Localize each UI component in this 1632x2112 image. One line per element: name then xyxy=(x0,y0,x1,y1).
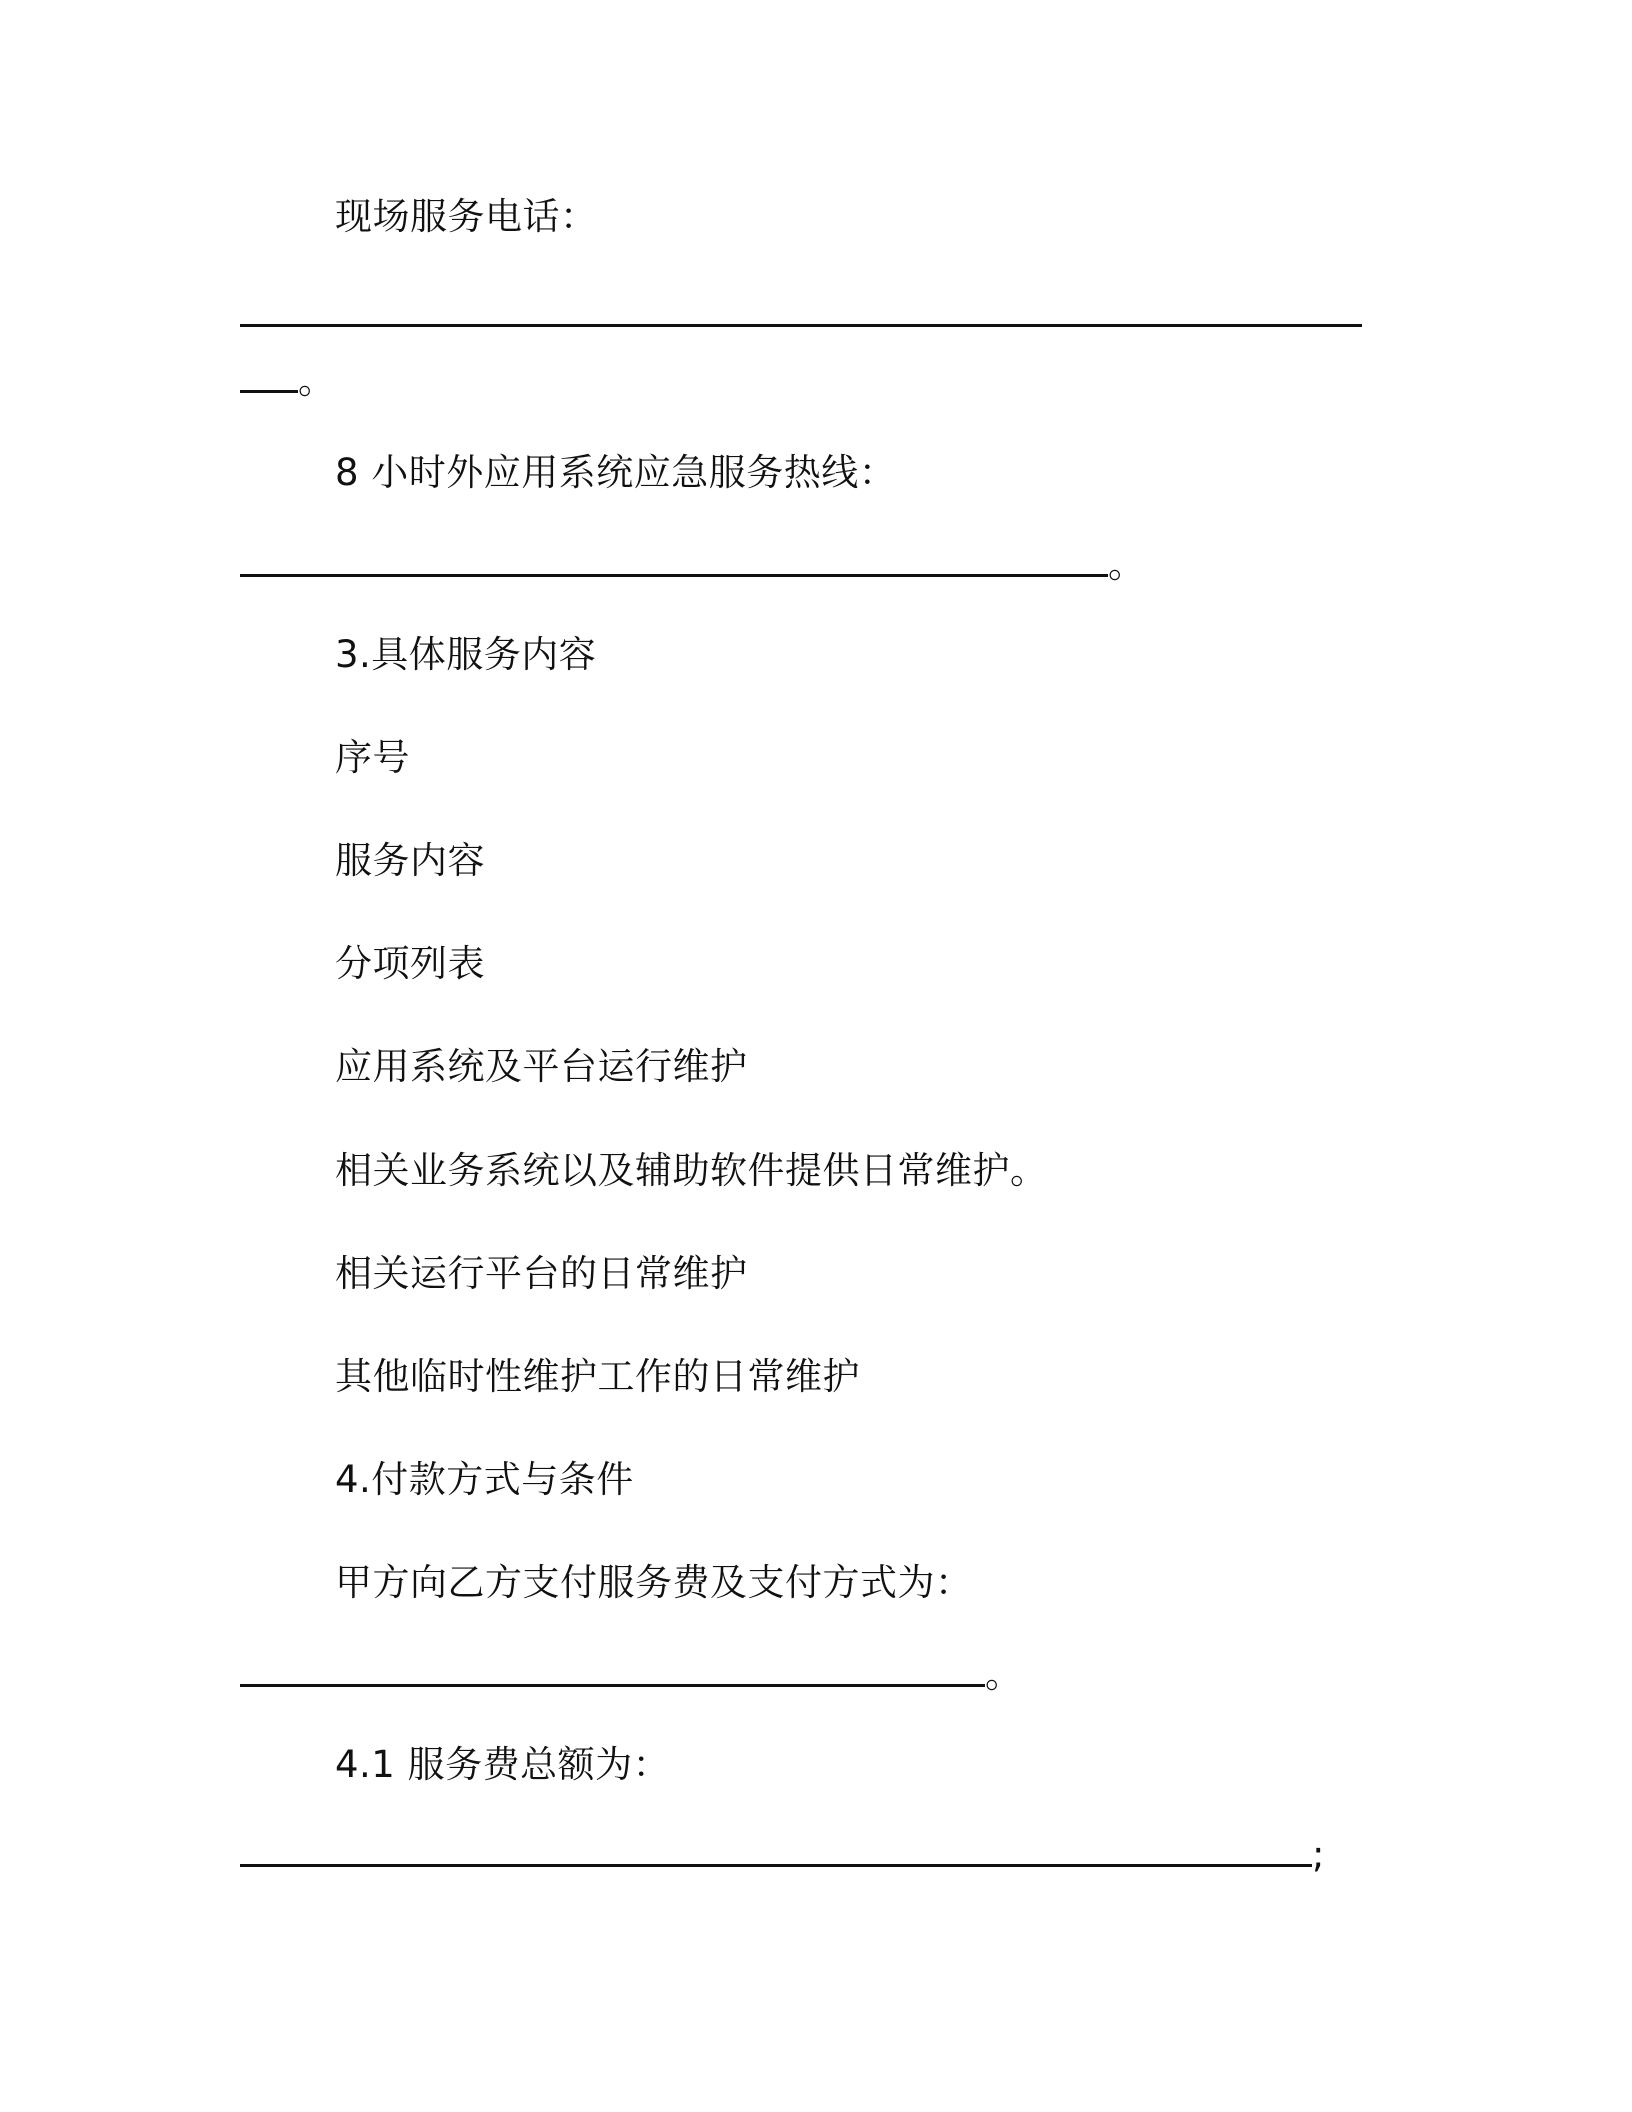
onsite-phone-blank-continued xyxy=(240,356,336,406)
fee-total-end: ; xyxy=(1312,1833,1325,1876)
onsite-phone-blank-line xyxy=(240,290,1362,340)
payment-label: 甲方向乙方支付服务费及支付方式为： xyxy=(335,1561,973,1604)
onsite-phone-label: 现场服务电话： xyxy=(335,195,598,238)
hotline-end: 。 xyxy=(1108,543,1146,586)
fee-total-blank-line xyxy=(240,1830,1325,1880)
fill-in-blank xyxy=(240,294,1362,327)
section3-title: 3.具体服务内容 xyxy=(335,633,597,676)
service-item-3: 其他临时性维护工作的日常维护 xyxy=(335,1355,860,1398)
fill-in-blank xyxy=(240,1654,985,1687)
service-item-1: 相关业务系统以及辅助软件提供日常维护。 xyxy=(335,1149,1048,1192)
hotline-blank-line xyxy=(240,540,1146,590)
service-item-2: 相关运行平台的日常维护 xyxy=(335,1252,748,1295)
column-header-no: 序号 xyxy=(335,736,410,779)
hotline-label: 8 小时外应用系统应急服务热线： xyxy=(335,451,897,494)
onsite-phone-end: 。 xyxy=(298,359,336,402)
section4-title: 4.付款方式与条件 xyxy=(335,1458,634,1501)
fill-in-blank xyxy=(240,1834,1312,1867)
fee-total-label: 4.1 服务费总额为： xyxy=(335,1743,671,1786)
item-category: 应用系统及平台运行维护 xyxy=(335,1045,748,1088)
payment-end: 。 xyxy=(985,1653,1023,1696)
column-header-content: 服务内容 xyxy=(335,839,485,882)
column-header-items: 分项列表 xyxy=(335,942,485,985)
payment-blank-line xyxy=(240,1650,1023,1700)
fill-in-blank xyxy=(240,360,298,393)
fill-in-blank xyxy=(240,544,1108,577)
